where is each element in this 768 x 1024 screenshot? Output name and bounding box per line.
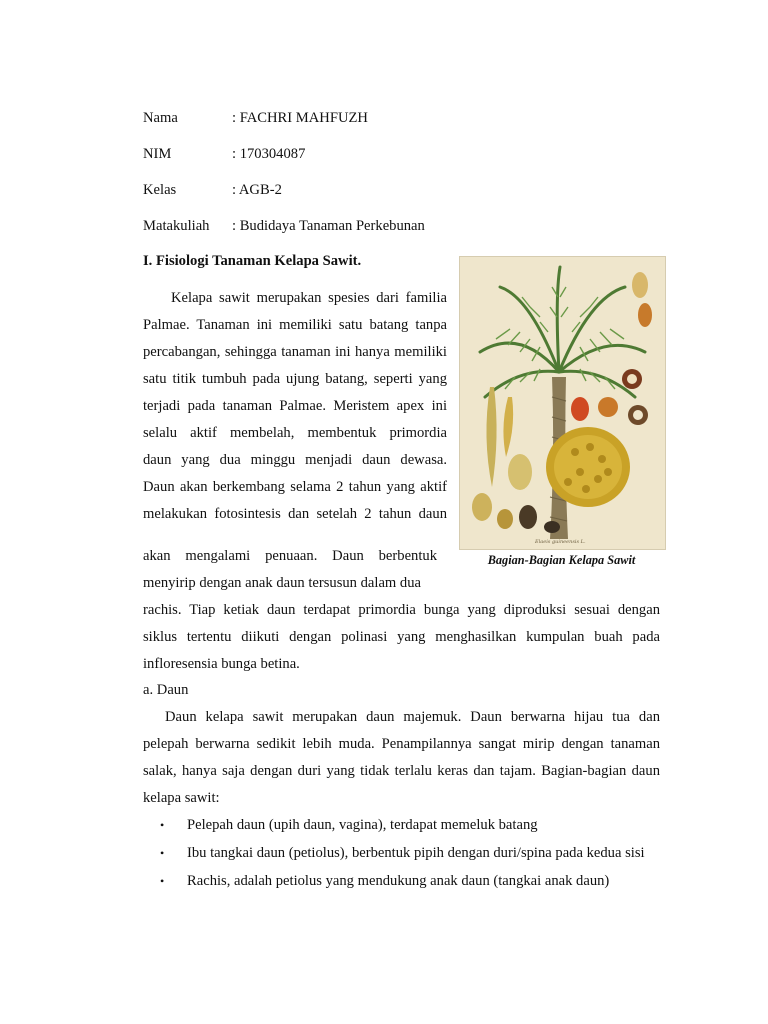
paragraph-line: salak, hanya saja dengan duri yang tidak terlalu keras dan tajam. Bagian-bagian daun [143,763,660,779]
oil-palm-illustration [459,256,666,550]
plate-title: Elaeis guineensis L. [535,539,586,545]
paragraph-line: akan mengalami penuaan. Daun berbentuk [143,548,437,564]
meta-value: : 170304087 [232,146,306,162]
meta-label: Kelas [143,182,177,198]
bullet-icon: • [160,874,165,888]
paragraph-line: menyirip dengan anak daun tersusun dalam dua [143,575,422,591]
oil-palm-drawing [460,257,665,549]
paragraph-line: siklus tertentu diikuti dengan polinasi yang menghasilkan kumpulan buah pada [143,629,660,645]
meta-label: Matakuliah [143,218,210,234]
meta-value: : Budidaya Tanaman Perkebunan [232,218,425,234]
paragraph-line: kelapa sawit: [143,790,220,806]
meta-label: Nama [143,110,178,126]
paragraph-line: rachis. Tiap ketiak daun terdapat primordia bunga yang diproduksi sesuai dengan [143,602,660,618]
paragraph-line: daun yang dua minggu menjadi daun dewasa. [143,452,447,468]
paragraph-line: Palmae. Tanaman ini memiliki satu batang tanpa [143,317,447,333]
paragraph-line: Daun akan berkembang selama 2 tahun yang aktif [143,479,447,495]
section-title: I. Fisiologi Tanaman Kelapa Sawit. [143,253,362,269]
paragraph-line: melakukan fotosintesis dan setelah 2 tahun daun [143,506,447,522]
bullet-text: Pelepah daun (upih daun, vagina), terdapat memeluk batang [187,817,538,833]
paragraph-line: percabangan, sehingga tanaman ini hanya memiliki [143,344,447,360]
paragraph-line: infloresensia bunga betina. [143,656,300,672]
paragraph-line: Kelapa sawit merupakan spesies dari familia [171,290,447,306]
paragraph-line: selalu aktif membelah, membentuk primordia [143,425,447,441]
meta-value: : AGB-2 [232,182,282,198]
paragraph-line: pelepah berwarna sedikit lebih muda. Penampilannya sangat mirip dengan tanaman [143,736,660,752]
bullet-text: Ibu tangkai daun (petiolus), berbentuk pipih dengan duri/spina pada kedua sisi [187,845,645,861]
subsection-title: a. Daun [143,682,189,698]
bullet-icon: • [160,818,165,832]
bullet-text: Rachis, adalah petiolus yang mendukung anak daun (tangkai anak daun) [187,873,610,889]
paragraph-line: satu titik tumbuh pada ujung batang, seperti yang [143,371,447,387]
meta-value: : FACHRI MAHFUZH [232,110,368,126]
paragraph-line: terjadi pada tanaman Palmae. Meristem apex ini [143,398,447,414]
meta-label: NIM [143,146,172,162]
figure-caption: Bagian-Bagian Kelapa Sawit [487,553,636,567]
paragraph-line: Daun kelapa sawit merupakan daun majemuk. Daun berwarna hijau tua dan [165,709,660,725]
bullet-icon: • [160,846,165,860]
